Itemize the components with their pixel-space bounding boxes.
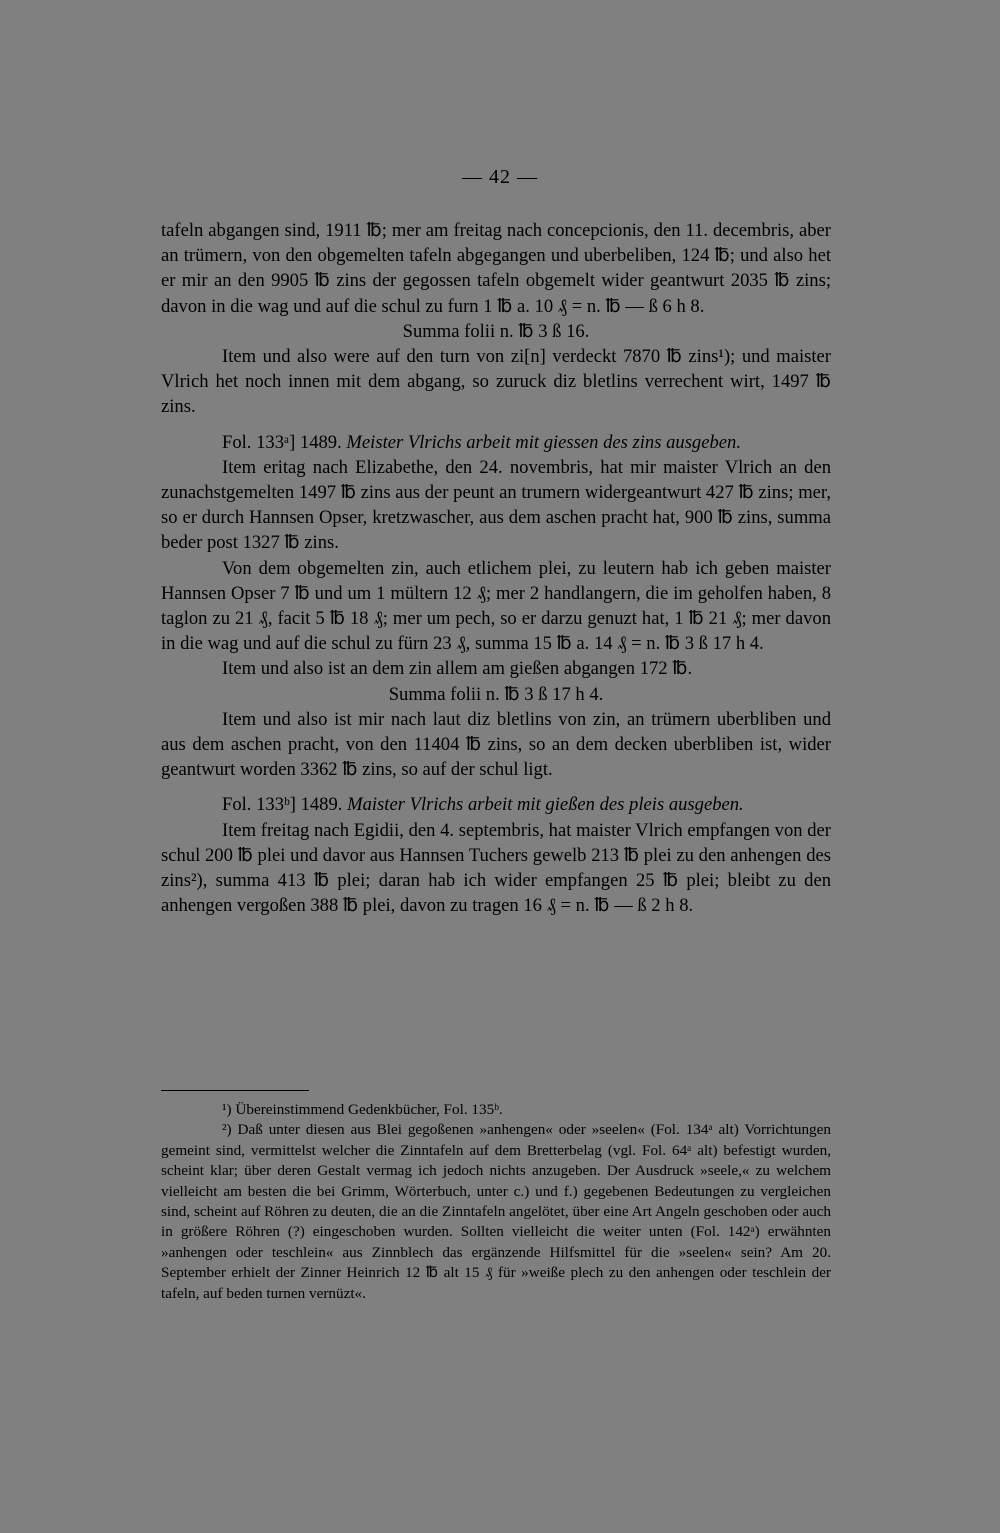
paragraph: Item und also ist an dem zin allem am gießen abgangen 172 ℔.: [222, 658, 693, 680]
paragraph: tafeln abgangen sind, 1911 ℔; mer am freitag nach concepcionis, den 11. decembris, aber an trümern, von den obgemelten tafeln abgegangen und uberbeliben, 124 ℔; und also het er mir an den 9905 ℔ zins der gegossen tafeln obgemelt wider geantwurt 2035 ℔ zins; davon in die wag und auf die schul zu furn 1 ℔ a. 10 ₰ = n. ℔ — ß 6 h 8.: [161, 220, 831, 317]
main-text: [161, 218, 831, 918]
paragraph: Von dem obgemelten zin, auch etlichem plei, zu leutern hab ich geben maister Hannsen Opser 7 ℔ und um 1 mültern 12 ₰; mer 2 handlangern, die im geholfen haben, 8 taglon zu 21 ₰, facit 5 ℔ 18 ₰; mer um pech, so er darzu genuzt hat, 1 ℔ 21 ₰; mer davon in die wag und auf die schul zu fürn 23 ₰, summa 15 ℔ a. 14 ₰ = n. ℔ 3 ß 17 h 4.: [161, 557, 831, 655]
paragraph: Item freitag nach Egidii, den 4. septembris, hat maister Vlrich empfangen von der schul 200 ℔ plei und davor aus Hannsen Tuchers gewelb 213 ℔ plei zu den anhengen des zins²), summa 413 ℔ plei; daran hab ich wider empfangen 25 ℔ plei; bleibt zu den anhengen vergoßen 388 ℔ plei, davon zu tragen 16 ₰ = n. ℔ — ß 2 h 8.: [161, 819, 831, 917]
footnote: ¹) Übereinstimmend Gedenkbücher, Fol. 135ᵇ.: [222, 1101, 503, 1118]
page-number: — 42 —: [462, 166, 538, 188]
folio-title: Maister Vlrichs arbeit mit gießen des pleis ausgeben.: [347, 794, 744, 816]
folio-heading: [161, 430, 831, 455]
paragraph: Item eritag nach Elizabethe, den 24. novembris, hat mir maister Vlrich an den zunachstgemelten 1497 ℔ zins aus der peunt an trumern widergeantwurt 427 ℔ zins; mer, so er durch Hannsen Opser, kretzwascher, aus dem aschen pracht hat, 900 ℔ zins, summa beder post 1327 ℔ zins.: [161, 456, 831, 554]
folio-reference: Fol. 133ᵇ] 1489.: [222, 794, 343, 816]
summa-line: Summa folii n. ℔ 3 ß 16.: [402, 320, 590, 342]
paragraph: Item und also ist mir nach laut diz bletlins von zin, an trümern uberbliben und aus dem aschen pracht, von den 11404 ℔ zins, so an dem decken uberbliben ist, wider geantwurt worden 3362 ℔ zins, so auf der schul ligt.: [161, 708, 831, 781]
summa-line: Summa folii n. ℔ 3 ß 17 h 4.: [388, 683, 604, 705]
folio-reference: Fol. 133ᵃ] 1489.: [222, 431, 342, 453]
footnote-rule: [161, 1090, 309, 1091]
folio-heading: [161, 792, 831, 817]
folio-title: Meister Vlrichs arbeit mit giessen des zins ausgeben.: [346, 431, 741, 453]
footnotes: [161, 1100, 831, 1304]
paragraph: Item und also were auf den turn von zi[n] verdeckt 7870 ℔ zins¹); und maister Vlrich het noch innen mit dem abgang, so zuruck diz bletlins verrechent wirt, 1497 ℔ zins.: [161, 346, 831, 418]
footnote: ²) Daß unter diesen aus Blei gegoßenen »anhengen« oder »seelen« (Fol. 134ᵃ alt) Vorrichtungen gemeint sind, vermittelst welcher die Zinntafeln auf dem Bretterbelag (vgl. Fol. 64ᵃ alt) befestigt wurden, scheint klar; über deren Gestalt vermag ich jedoch nichts anzugeben. Der Ausdruck »seele,« zu welchem vielleicht am besten die bei Grimm, Wörterbuch, unter c.) und f.) gegebenen Bedeutungen zu vergleichen sind, scheint auf Röhren zu deuten, die an die Zinntafeln angelötet, über eine Art Angeln geschoben oder auch in größere Röhren (?) eingeschoben wurden. Sollten vielleicht die weiter unten (Fol. 142ᵃ) erwähnten »anhengen oder teschlein« aus Zinnblech das ergänzende Hilfsmittel für die »seelen« sein? Am 20. September erhielt der Zinner Heinrich 12 ℔ alt 15 ₰ für »weiße plech zu den anhengen oder teschlein der tafeln, auf beden turnen vernüzt«.: [161, 1121, 831, 1302]
